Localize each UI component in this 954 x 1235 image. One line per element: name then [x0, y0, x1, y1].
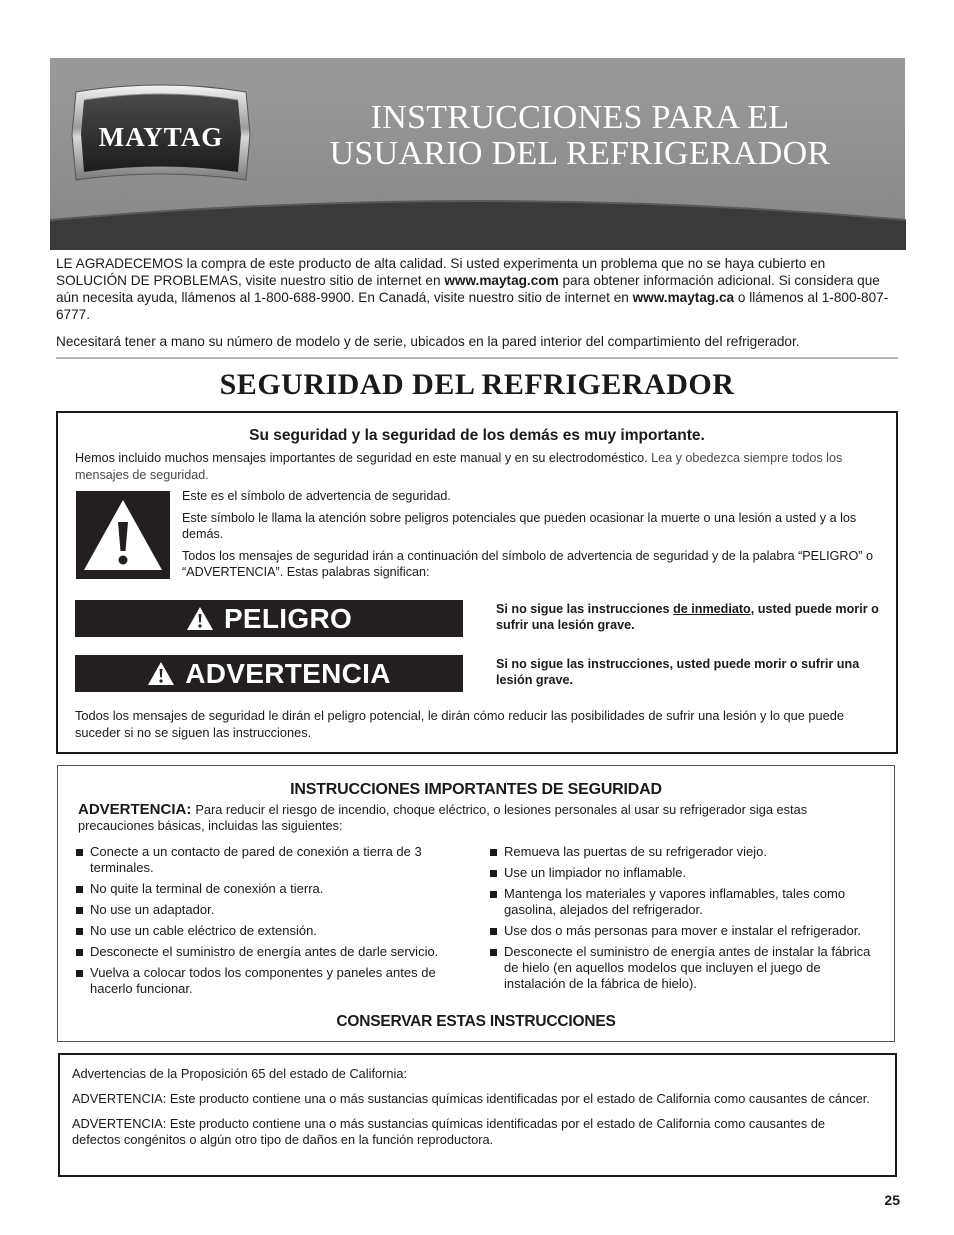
prop65-heading: Advertencias de la Proposición 65 del estado de California:: [72, 1066, 408, 1081]
warning-triangle-icon: [186, 606, 214, 631]
safety-intro: [75, 450, 885, 484]
advertencia-label: ADVERTENCIA: [185, 657, 391, 689]
safety-intro-b: Lea y obedezca siempre todos los mensajes de seguridad.: [75, 451, 843, 482]
symbol-explanation: [182, 488, 887, 586]
advertencia-signal-bar: [75, 655, 463, 692]
intro-paragraph-1: [56, 255, 898, 323]
list-item: Remueva las puertas de su refrigerador viejo.: [490, 844, 880, 860]
instructions-warning-text: Para reducir el riesgo de incendio, choque eléctrico, o lesiones personales al usar su refrigerador siga estas precauciones básicas, incluidas las siguientes:: [78, 802, 808, 833]
document-title-line-1: INSTRUCCIONES PARA EL: [370, 99, 790, 136]
maytag-logo-text: MAYTAG: [98, 122, 224, 152]
symbol-text-2: Este símbolo le llama la atención sobre peligros potenciales que pueden ocasionar la muerte o una lesión a usted y a los demás.: [182, 511, 857, 541]
document-title-line-2: USUARIO DEL REFRIGERADOR: [329, 135, 831, 172]
prop65-warning-cancer: ADVERTENCIA: Este producto contiene una o más sustancias químicas identificadas por el estado de California como causantes de cáncer.: [72, 1091, 870, 1106]
document-title: [300, 100, 860, 172]
maytag-com-link[interactable]: www.maytag.com: [444, 273, 559, 288]
list-item: Desconecte el suministro de energía antes de instalar la fábrica de hielo (en aquellos modelos que incluyen el juego de instalación de la fábrica de hielo).: [490, 944, 880, 992]
list-item: Vuelva a colocar todos los componentes y paneles antes de hacerlo funcionar.: [76, 965, 471, 997]
symbol-text-1: Este es el símbolo de advertencia de seguridad.: [182, 489, 451, 503]
maytag-logo: [70, 84, 252, 188]
list-item: No use un cable eléctrico de extensión.: [76, 923, 471, 939]
peligro-description: [496, 601, 888, 633]
section-divider: [56, 357, 898, 359]
list-item: No use un adaptador.: [76, 902, 471, 918]
list-item: Use dos o más personas para mover e instalar el refrigerador.: [490, 923, 880, 939]
safety-heading: Su seguridad y la seguridad de los demás es muy importante.: [249, 427, 705, 444]
instructions-right-column: [490, 844, 880, 997]
maytag-ca-link[interactable]: www.maytag.ca: [632, 290, 735, 305]
warning-triangle-icon: [147, 661, 175, 686]
section-title: SEGURIDAD DEL REFRIGERADOR: [219, 368, 735, 401]
safety-closing-text: Todos los mensajes de seguridad le dirán el peligro potencial, le dirán cómo reducir las posibilidades de sufrir una lesión y lo que puede suceder si no se siguen las instrucciones.: [75, 708, 844, 740]
list-item: Use un limpiador no inflamable.: [490, 865, 880, 881]
list-item: Conecte a un contacto de pared de conexión a tierra de 3 terminales.: [76, 844, 471, 876]
safety-box: [56, 411, 898, 754]
peligro-desc-underlined: de inmediato: [673, 602, 751, 616]
intro-text-c: o llámenos al 1-800-807-6777.: [56, 290, 889, 322]
peligro-desc-a: Si no sigue las instrucciones: [496, 602, 674, 616]
list-item: Desconecte el suministro de energía antes de darle servicio.: [76, 944, 471, 960]
peligro-desc-b: , usted puede morir o sufrir una lesión grave.: [496, 602, 879, 632]
intro-text-b: para obtener información adicional. Si considera que aún necesita ayuda, llámenos al 1-800-688-9900. En Canadá, visite nuestro sitio de internet en: [56, 273, 880, 305]
list-item: No quite la terminal de conexión a tierra.: [76, 881, 471, 897]
instructions-left-column: [76, 844, 471, 1002]
prop65-box: [58, 1053, 897, 1177]
peligro-signal-bar: [75, 600, 463, 637]
symbol-text-3: Todos los mensajes de seguridad irán a continuación del símbolo de advertencia de seguridad y de la palabra “PELIGRO” o “ADVERTENCIA”. Estas palabras significan:: [182, 549, 873, 579]
instructions-footer: CONSERVAR ESTAS INSTRUCCIONES: [336, 1013, 616, 1030]
intro-text: [56, 255, 898, 360]
advertencia-description: Si no sigue las instrucciones, usted puede morir o sufrir una lesión grave.: [496, 657, 860, 687]
list-item: Mantenga los materiales y vapores inflamables, tales como gasolina, alejados del refrigerador.: [490, 886, 880, 918]
instructions-warning: [78, 802, 878, 834]
prop65-content: [72, 1066, 872, 1157]
instructions-warning-label: ADVERTENCIA:: [78, 801, 192, 818]
instructions-heading: INSTRUCCIONES IMPORTANTES DE SEGURIDAD: [290, 781, 662, 798]
header-swoosh: [50, 188, 906, 252]
intro-paragraph-2: Necesitará tener a mano su número de modelo y de serie, ubicados en la pared interior del compartimiento del refrigerador.: [56, 334, 800, 349]
important-instructions-box: [57, 765, 895, 1042]
warning-triangle-icon: [76, 491, 170, 579]
peligro-label: PELIGRO: [223, 602, 353, 634]
prop65-warning-reproductive: ADVERTENCIA: Este producto contiene una o más sustancias químicas identificadas por el estado de California como causantes de defectos congénitos o algún otro tipo de daños en la función reproductora.: [72, 1116, 826, 1147]
intro-text-a: LE AGRADECEMOS la compra de este producto de alta calidad. Si usted experimenta un problema que no se haya cubierto en SOLUCIÓN DE PROBLEMAS, visite nuestro sitio de internet en: [56, 256, 826, 288]
page-number: 25: [884, 1192, 900, 1208]
safety-intro-a: Hemos incluido muchos mensajes importantes de seguridad en este manual y en su electrodoméstico.: [75, 451, 648, 465]
